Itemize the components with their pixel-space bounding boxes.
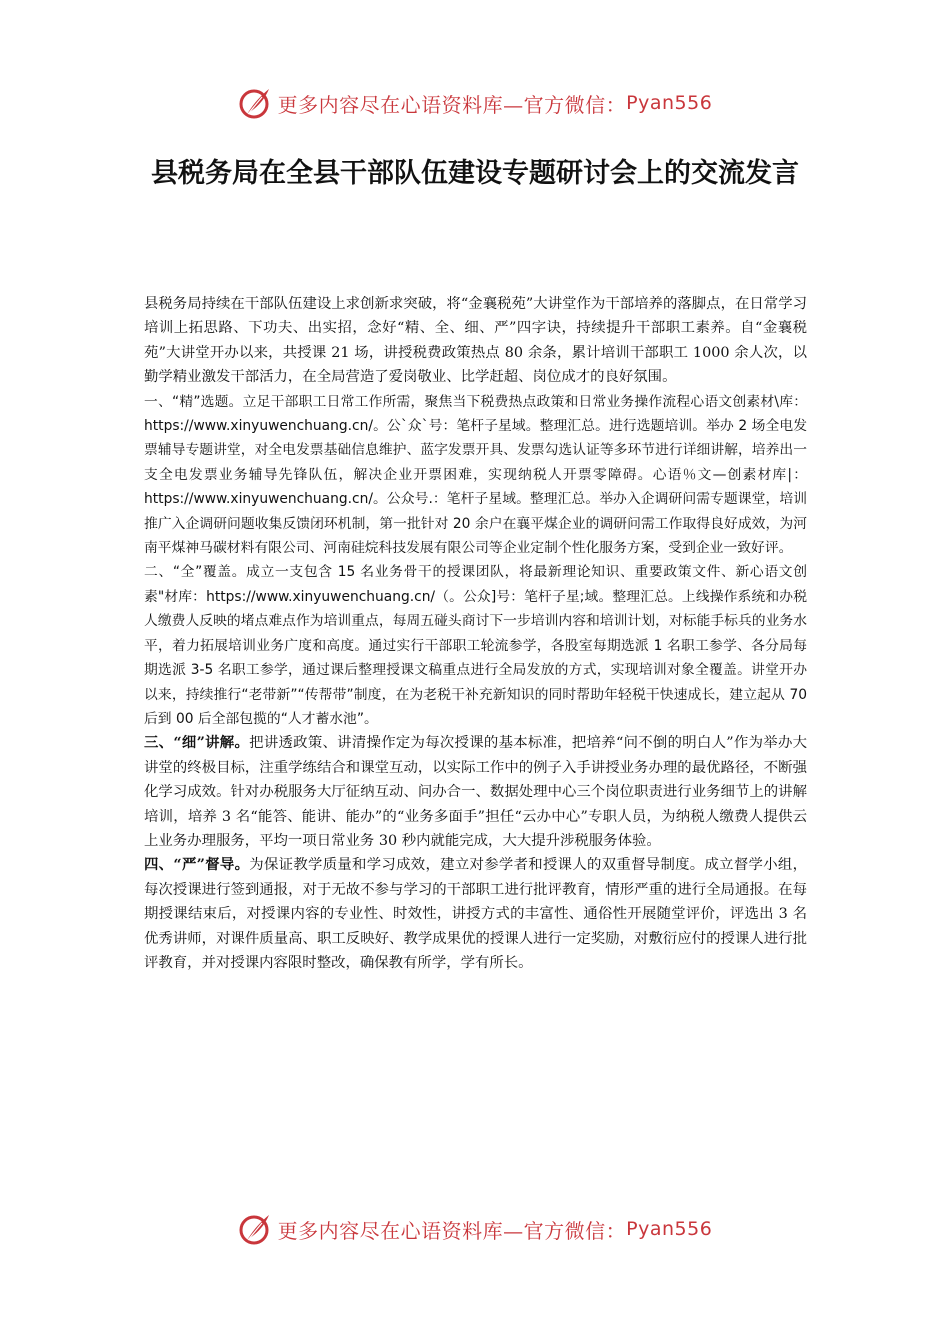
- section-1-paragraph: 一、“精”选题。立足干部职工日常工作所需，聚焦当下税费热点政策和日常业务操作流程心语文创素材\库：https://www.xinyuwenchuang.cn/。公`众`号：笔杆子星域。整理汇总。进行选题培训。举办 2 场全电发票辅导专题讲堂，对全电发票基础信息维护、蓝字发票开具、发票勾选认证等多环节进行详细讲解，培养出一支全电发票业务辅导先锋队伍，解决企业开票困难，实现纳税人开票零障碍。心语％文—创素材库|：https://www.xinyuwenchuang.cn/。公众号.：笔杆子星域。整理汇总。举办入企调研问需专题课堂，培训推广入企调研问题收集反馈闭环机制，第一批针对 20 余户在襄平煤企业的调研问需工作取得良好成效，为河南平煤神马碳材料有限公司、河南硅烷科技发展有限公司等企业定制个性化服务方案，受到企业一致好评。: [144, 393, 807, 557]
- watermark-text: 更多内容尽在心语资料库—官方微信：: [277, 92, 627, 117]
- section-3-body: 把讲透政策、讲清操作定为每次授课的基本标准，把培养“问不倒的明白人”作为举办大讲堂的终极目标，注重学练结合和课堂互动，以实际工作中的例子入手讲授业务办理的最优路径，不断强化学习成效。针对办税服务大厅征纳互动、问办合一、数据处理中心三个岗位职责进行业务细节上的讲解培训，培养 3 名“能答、能讲、能办”的“业务多面手”担任“云办中心”专职人员，为纳税人缴费人提供云上业务办理服务，平均一项日常业务 30 秒内就能完成，大大提升涉税服务体验。: [144, 735, 808, 849]
- article-body: [144, 292, 807, 975]
- section-3-heading: 三、“细”讲解。: [144, 734, 250, 752]
- section-3-paragraph: [144, 731, 807, 853]
- footer-watermark: [0, 1212, 950, 1246]
- watermark-wechat-id: Pyan556: [626, 1218, 713, 1240]
- watermark-text: 更多内容尽在心语资料库—官方微信：: [277, 1218, 627, 1243]
- feather-pen-logo-icon: [238, 1212, 272, 1246]
- watermark-wechat-id: Pyan556: [626, 92, 713, 114]
- page-title: 县税务局在全县干部队伍建设专题研讨会上的交流发言: [151, 158, 799, 189]
- intro-paragraph: 县税务局持续在干部队伍建设上求创新求突破，将“金襄税苑”大讲堂作为干部培养的落脚点，在日常学习培训上拓思路、下功夫、出实招，念好“精、全、细、严”四字诀，持续提升干部职工素养。自“金襄税苑”大讲堂开办以来，共授课 21 场，讲授税费政策热点 80 余条，累计培训干部职工 1000 余人次，以勤学精业激发干部活力，在全局营造了爱岗敬业、比学赶超、岗位成才的良好氛围。: [144, 296, 807, 386]
- section-4-paragraph: [144, 853, 807, 975]
- feather-pen-logo-icon: [238, 86, 272, 120]
- section-4-body: 为保证教学质量和学习成效，建立对参学者和授课人的双重督导制度。成立督学小组，每次授课进行签到通报，对于无故不参与学习的干部职工进行批评教育，情形严重的进行全局通报。在每期授课结束后，对授课内容的专业性、时效性，讲授方式的丰富性、通俗性开展随堂评价，评选出 3 名优秀讲师，对课件质量高、职工反映好、教学成果优的授课人进行一定奖励，对敷衍应付的授课人进行批评教育，并对授课内容限时整改，确保教有所学，学有所长。: [144, 857, 807, 971]
- header-watermark: [0, 86, 950, 120]
- section-4-heading: 四、“严”督导。: [144, 856, 250, 874]
- section-2-paragraph: 二、“全”覆盖。成立一支包含 15 名业务骨干的授课团队，将最新理论知识、重要政策文件、新心语文创素"材库：https://www.xinyuwenchuang.cn/（。公众]号：笔杆子星;域。整理汇总。上线操作系统和办税人缴费人反映的堵点难点作为培训重点，每周五碰头商讨下一步培训内容和培训计划，对标能手标兵的业务水平，着力拓展培训业务广度和高度。通过实行干部职工轮流参学，各股室每期选派 1 名职工参学、各分局每期选派 3-5 名职工参学，通过课后整理授课文稿重点进行全局发放的方式，实现培训对象全覆盖。讲堂开办以来，持续推行“老带新”“传帮带”制度，在为老税干补充新知识的同时帮助年轻税干快速成长，建立起从 70 后到 00 后全部包揽的“人才蓄水池”。: [144, 564, 807, 727]
